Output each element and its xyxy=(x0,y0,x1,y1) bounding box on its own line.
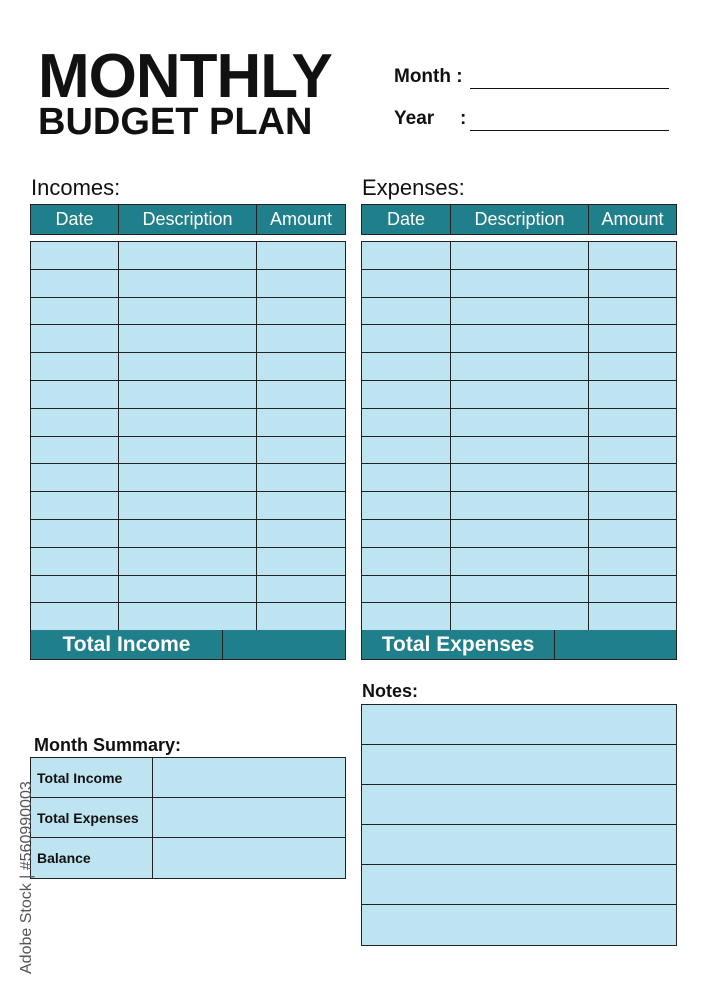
date-cell[interactable] xyxy=(31,603,119,631)
amount-cell[interactable] xyxy=(257,492,345,519)
date-cell[interactable] xyxy=(362,381,451,408)
total-income-value[interactable] xyxy=(223,630,345,659)
description-cell[interactable] xyxy=(119,464,257,491)
incomes-header xyxy=(30,204,346,235)
table-row xyxy=(31,353,345,381)
col-description: Description xyxy=(119,205,257,234)
amount-cell[interactable] xyxy=(257,242,345,269)
summary-label: Balance xyxy=(31,838,153,878)
description-cell[interactable] xyxy=(119,576,257,603)
amount-cell[interactable] xyxy=(257,409,345,436)
incomes-total-row xyxy=(30,630,346,660)
year-field[interactable] xyxy=(470,130,669,131)
table-row xyxy=(362,381,676,409)
table-row xyxy=(362,576,676,604)
title-monthly: MONTHLY xyxy=(38,42,332,111)
description-cell[interactable] xyxy=(119,242,257,269)
date-cell[interactable] xyxy=(31,381,119,408)
summary-value[interactable] xyxy=(153,838,345,878)
table-row xyxy=(31,242,345,270)
summary-row-balance xyxy=(31,838,345,878)
date-cell[interactable] xyxy=(362,353,451,380)
summary-table xyxy=(30,757,346,879)
table-row xyxy=(362,548,676,576)
expenses-table xyxy=(361,241,677,631)
date-cell[interactable] xyxy=(31,242,119,269)
amount-cell[interactable] xyxy=(257,548,345,575)
description-cell[interactable] xyxy=(119,409,257,436)
col-description: Description xyxy=(451,205,589,234)
amount-cell[interactable] xyxy=(589,353,676,380)
month-field[interactable] xyxy=(470,88,669,89)
table-row xyxy=(362,298,676,326)
date-cell[interactable] xyxy=(31,298,119,325)
table-row xyxy=(31,464,345,492)
date-cell[interactable] xyxy=(31,576,119,603)
date-cell[interactable] xyxy=(31,437,119,464)
description-cell[interactable] xyxy=(451,409,589,436)
amount-cell[interactable] xyxy=(257,270,345,297)
table-row xyxy=(362,464,676,492)
date-cell[interactable] xyxy=(362,298,451,325)
table-row xyxy=(31,270,345,298)
table-row xyxy=(31,492,345,520)
description-cell[interactable] xyxy=(451,464,589,491)
table-row xyxy=(31,381,345,409)
summary-label: Total Income xyxy=(31,758,153,797)
date-cell[interactable] xyxy=(362,325,451,352)
notes-line[interactable] xyxy=(362,865,676,905)
table-row xyxy=(31,520,345,548)
date-cell[interactable] xyxy=(31,325,119,352)
amount-cell[interactable] xyxy=(257,464,345,491)
amount-cell[interactable] xyxy=(589,548,676,575)
description-cell[interactable] xyxy=(119,603,257,631)
expenses-total-row xyxy=(361,630,677,660)
description-cell[interactable] xyxy=(451,242,589,269)
table-row xyxy=(31,325,345,353)
total-expenses-value[interactable] xyxy=(555,630,676,659)
amount-cell[interactable] xyxy=(257,381,345,408)
description-cell[interactable] xyxy=(451,270,589,297)
date-cell[interactable] xyxy=(362,437,451,464)
date-cell[interactable] xyxy=(362,270,451,297)
date-cell[interactable] xyxy=(362,520,451,547)
description-cell[interactable] xyxy=(451,548,589,575)
table-row xyxy=(31,576,345,604)
description-cell[interactable] xyxy=(451,520,589,547)
total-expenses-label: Total Expenses xyxy=(362,630,555,659)
description-cell[interactable] xyxy=(451,381,589,408)
table-row xyxy=(362,437,676,465)
month-label: Month : xyxy=(394,66,463,87)
description-cell[interactable] xyxy=(451,298,589,325)
summary-row-total-income xyxy=(31,758,345,798)
incomes-table xyxy=(30,241,346,631)
amount-cell[interactable] xyxy=(257,325,345,352)
description-cell[interactable] xyxy=(119,520,257,547)
date-cell[interactable] xyxy=(31,548,119,575)
summary-value[interactable] xyxy=(153,798,345,837)
amount-cell[interactable] xyxy=(589,409,676,436)
description-cell[interactable] xyxy=(451,603,589,631)
description-cell[interactable] xyxy=(451,492,589,519)
description-cell[interactable] xyxy=(119,548,257,575)
year-label: Year xyxy=(394,108,435,129)
table-row xyxy=(362,270,676,298)
table-row xyxy=(31,409,345,437)
table-row xyxy=(31,437,345,465)
amount-cell[interactable] xyxy=(257,520,345,547)
description-cell[interactable] xyxy=(451,325,589,352)
summary-row-total-expenses xyxy=(31,798,345,838)
date-cell[interactable] xyxy=(362,548,451,575)
description-cell[interactable] xyxy=(451,437,589,464)
table-row xyxy=(362,353,676,381)
description-cell[interactable] xyxy=(119,492,257,519)
date-cell[interactable] xyxy=(31,464,119,491)
date-cell[interactable] xyxy=(31,270,119,297)
description-cell[interactable] xyxy=(451,576,589,603)
description-cell[interactable] xyxy=(119,437,257,464)
date-cell[interactable] xyxy=(31,409,119,436)
amount-cell[interactable] xyxy=(589,270,676,297)
notes-heading: Notes: xyxy=(362,681,419,701)
amount-cell[interactable] xyxy=(589,576,676,603)
table-row xyxy=(362,242,676,270)
date-cell[interactable] xyxy=(362,242,451,269)
table-row xyxy=(362,325,676,353)
amount-cell[interactable] xyxy=(589,381,676,408)
expenses-heading: Expenses: xyxy=(362,175,465,200)
date-cell[interactable] xyxy=(362,492,451,519)
amount-cell[interactable] xyxy=(257,298,345,325)
description-cell[interactable] xyxy=(119,325,257,352)
notes-line[interactable] xyxy=(362,745,676,785)
description-cell[interactable] xyxy=(119,270,257,297)
amount-cell[interactable] xyxy=(257,603,345,631)
date-cell[interactable] xyxy=(31,492,119,519)
amount-cell[interactable] xyxy=(589,437,676,464)
amount-cell[interactable] xyxy=(257,437,345,464)
date-cell[interactable] xyxy=(362,409,451,436)
date-cell[interactable] xyxy=(362,464,451,491)
amount-cell[interactable] xyxy=(257,576,345,603)
table-row xyxy=(362,603,676,631)
col-date: Date xyxy=(362,205,451,234)
summary-value[interactable] xyxy=(153,758,345,797)
table-row xyxy=(31,298,345,326)
date-cell[interactable] xyxy=(362,603,451,631)
col-date: Date xyxy=(31,205,119,234)
amount-cell[interactable] xyxy=(589,492,676,519)
year-colon: : xyxy=(460,108,467,129)
notes-line[interactable] xyxy=(362,785,676,825)
amount-cell[interactable] xyxy=(589,325,676,352)
date-cell[interactable] xyxy=(31,520,119,547)
description-cell[interactable] xyxy=(451,353,589,380)
table-row xyxy=(362,520,676,548)
amount-cell[interactable] xyxy=(589,603,676,631)
amount-cell[interactable] xyxy=(589,520,676,547)
table-row xyxy=(362,492,676,520)
notes-table xyxy=(361,704,677,946)
total-income-label: Total Income xyxy=(31,630,223,659)
col-amount: Amount xyxy=(269,209,333,229)
table-row xyxy=(31,548,345,576)
expenses-header xyxy=(361,204,677,235)
table-row xyxy=(362,409,676,437)
amount-cell[interactable] xyxy=(589,298,676,325)
amount-cell[interactable] xyxy=(589,464,676,491)
incomes-heading: Incomes: xyxy=(31,175,121,200)
table-row xyxy=(31,603,345,631)
description-cell[interactable] xyxy=(119,298,257,325)
notes-line[interactable] xyxy=(362,905,676,945)
notes-line[interactable] xyxy=(362,825,676,865)
title-budget-plan: BUDGET PLAN xyxy=(38,101,313,143)
summary-label: Total Expenses xyxy=(31,798,153,837)
date-cell[interactable] xyxy=(362,576,451,603)
date-cell[interactable] xyxy=(31,353,119,380)
description-cell[interactable] xyxy=(119,381,257,408)
notes-line[interactable] xyxy=(362,705,676,745)
description-cell[interactable] xyxy=(119,353,257,380)
summary-heading: Month Summary: xyxy=(34,735,182,755)
amount-cell[interactable] xyxy=(257,353,345,380)
watermark: Adobe Stock | #560990003 xyxy=(18,781,35,974)
amount-cell[interactable] xyxy=(589,242,676,269)
col-amount: Amount xyxy=(601,209,664,229)
